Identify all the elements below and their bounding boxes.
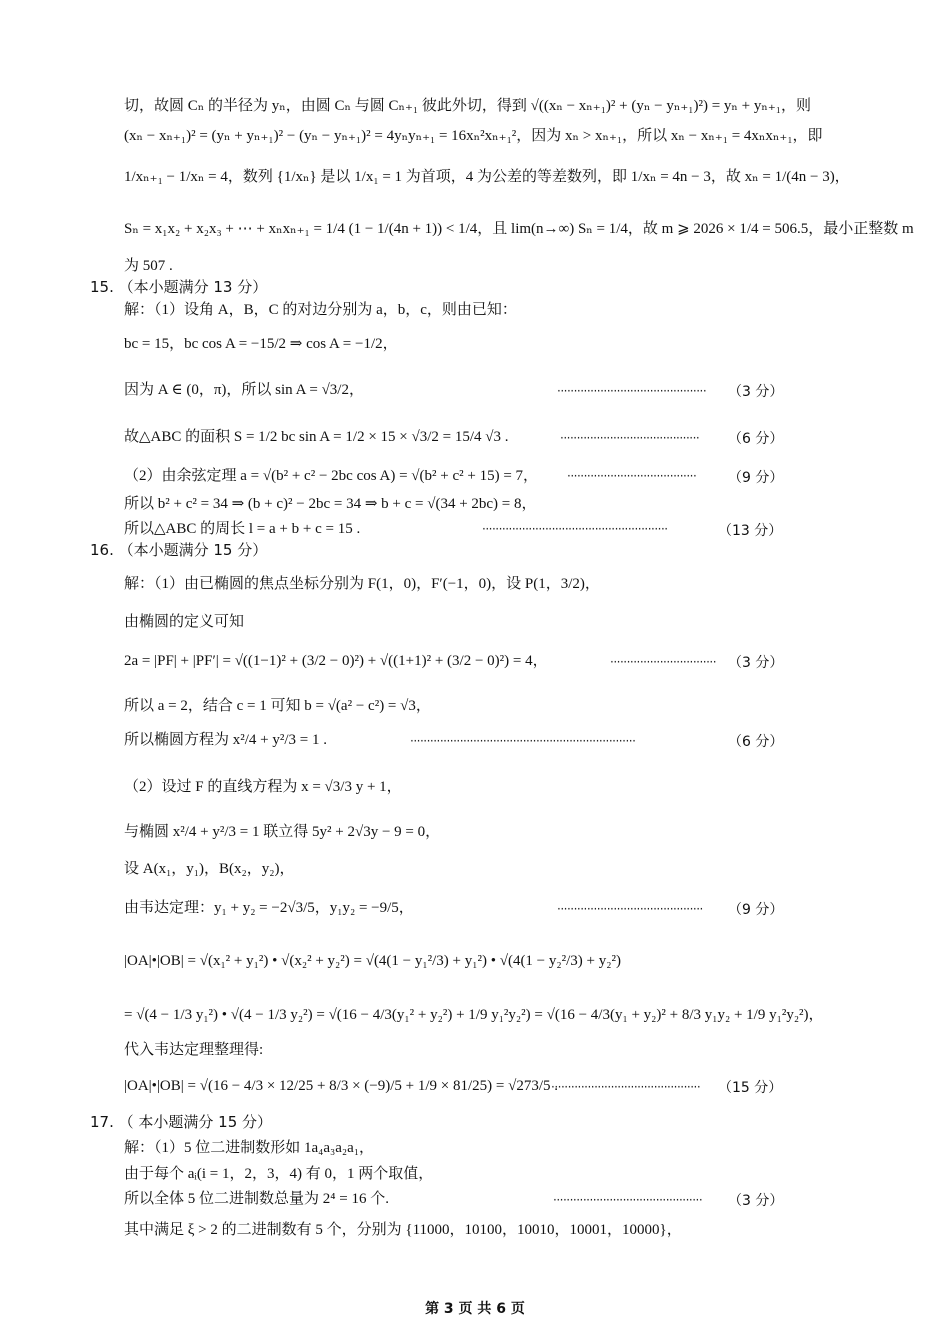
text-line: 由于每个 aᵢ(i = 1，2，3，4) 有 0，1 两个取值， (124, 1166, 434, 1182)
score-label: （13 分） (718, 523, 783, 539)
text-line: (xₙ − xₙ₊₁)² = (yₙ + yₙ₊₁)² − (yₙ − yₙ₊₁)² = 4yₙyₙ₊₁ = 16xₙ²xₙ₊₁²，因为 xₙ > xₙ₊₁，所以 xₙ − xₙ₊₁ = 4xₙxₙ₊₁，即 (124, 128, 823, 144)
score-dots: ···································································· (410, 734, 636, 748)
score-label: （3 分） (728, 655, 784, 671)
text-line: 设 A(x₁，y₁)，B(x₂，y₂)， (124, 861, 295, 877)
text-line: 切，故圆 Cₙ 的半径为 yₙ，由圆 Cₙ 与圆 Cₙ₊₁ 彼此外切，得到 √((xₙ − xₙ₊₁)² + (yₙ − yₙ₊₁)²) = yₙ + yₙ₊₁，则 (124, 98, 811, 114)
score-dots: ························································ (482, 522, 668, 536)
text-line: |OA|•|OB| = √(x₁² + y₁²) • √(x₂² + y₂²) = √(4(1 − y₁²/3) + y₁²) • √(4(1 − y₂²/3) + y₂²) (124, 953, 621, 969)
text-line: 代入韦达定理整理得: (124, 1042, 264, 1058)
score-dots: ·········································· (560, 431, 700, 445)
score-label: （9 分） (728, 902, 784, 918)
text-line: 解：（1）5 位二进制数形如 1a₄a₃a₂a₁， (124, 1140, 375, 1156)
text-line: 所以 a = 2，结合 c = 1 可知 b = √(a² − c²) = √3， (124, 698, 431, 714)
text-line: 所以△ABC 的周长 l = a + b + c = 15 . (124, 521, 361, 537)
page-footer: 第 3 页 共 6 页 (425, 1301, 525, 1317)
text-line: Sₙ = x₁x₂ + x₂x₃ + ⋯ + xₙxₙ₊₁ = 1/4 (1 − 1/(4n + 1)) < 1/4，且 lim(n→∞) Sₙ = 1/4，故 m ⩾ 2026 × 1/4 = 506.5，最小正整数 m (124, 221, 914, 237)
score-label: （6 分） (728, 431, 784, 447)
text-line: 为 507 . (124, 258, 173, 274)
score-dots: ································ (610, 655, 717, 669)
question-header: 16. （本小题满分 15 分） (90, 541, 268, 559)
text-line: 与椭圆 x²/4 + y²/3 = 1 联立得 5y² + 2√3y − 9 = 0， (124, 824, 441, 840)
text-line: （2）由余弦定理 a = √(b² + c² − 2bc cos A) = √(b² + c² + 15) = 7， (124, 468, 539, 484)
text-line: 1/xₙ₊₁ − 1/xₙ = 4，数列 {1/xₙ} 是以 1/x₁ = 1 为首项，4 为公差的等差数列，即 1/xₙ = 4n − 3，故 xₙ = 1/(4n − 3)， (124, 169, 850, 185)
text-line: 解：（1）设角 A，B，C 的对边分别为 a，b，c，则由已知： (124, 302, 517, 318)
score-label: （3 分） (728, 384, 784, 400)
score-label: （6 分） (728, 734, 784, 750)
text-line: 由韦达定理：y₁ + y₂ = −2√3/5，y₁y₂ = −9/5， (124, 900, 414, 916)
score-dots: ············································· (551, 1080, 701, 1094)
text-line: |OA|•|OB| = √(16 − 4/3 × 12/25 + 8/3 × (−9)/5 + 1/9 × 81/25) = √273/5 . (124, 1078, 559, 1094)
score-label: （15 分） (718, 1080, 783, 1096)
text-line: 所以 b² + c² = 34 ⇒ (b + c)² − 2bc = 34 ⇒ b + c = √(34 + 2bc) = 8， (124, 496, 537, 512)
text-line: （2）设过 F 的直线方程为 x = √3/3 y + 1， (124, 779, 402, 795)
text-line: bc = 15，bc cos A = −15/2 ⇒ cos A = −1/2， (124, 336, 398, 352)
text-line: 解：（1）由已椭圆的焦点坐标分别为 F(1，0)，F′(−1，0)，设 P(1，3/2)， (124, 576, 600, 592)
score-dots: ············································ (557, 902, 703, 916)
text-line: 由椭圆的定义可知 (124, 614, 245, 630)
score-label: （9 分） (728, 470, 784, 486)
question-header: 15. （本小题满分 13 分） (90, 278, 268, 296)
score-dots: ······································· (567, 469, 697, 483)
text-line: 2a = |PF| + |PF′| = √((1−1)² + (3/2 − 0)²) + √((1+1)² + (3/2 − 0)²) = 4， (124, 653, 548, 669)
score-dots: ············································· (553, 1193, 703, 1207)
score-dots: ············································· (557, 384, 707, 398)
text-line: = √(4 − 1/3 y₁²) • √(4 − 1/3 y₂²) = √(16 − 4/3(y₁² + y₂²) + 1/9 y₁²y₂²) = √(16 − 4/3(y₁ + y₂)² + 8/3 y₁y₂ + 1/9 y₁²y₂²)， (124, 1007, 824, 1023)
text-line: 其中满足 ξ > 2 的二进制数有 5 个，分别为 {11000，10100，10010，10001，10000}， (124, 1222, 682, 1238)
text-line: 故△ABC 的面积 S = 1/2 bc sin A = 1/2 × 15 × √3/2 = 15/4 √3 . (124, 429, 509, 445)
text-line: 所以全体 5 位二进制数总量为 2⁴ = 16 个. (124, 1191, 389, 1207)
score-label: （3 分） (728, 1193, 784, 1209)
question-header: 17. （ 本小题满分 15 分） (90, 1113, 273, 1131)
text-line: 因为 A ∈ (0，π)，所以 sin A = √3/2， (124, 382, 364, 398)
text-line: 所以椭圆方程为 x²/4 + y²/3 = 1 . (124, 732, 327, 748)
